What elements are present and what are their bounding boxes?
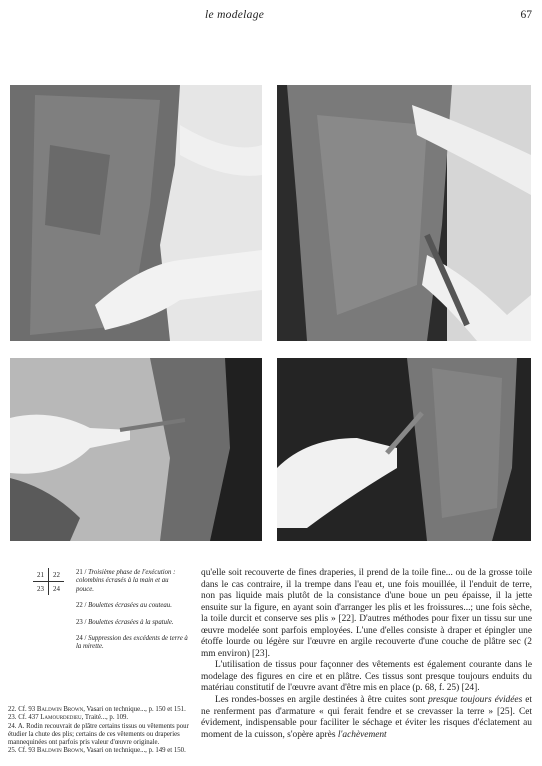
figure-24-photo — [277, 358, 531, 541]
footnotes — [8, 706, 194, 756]
figure-22-photo — [277, 85, 531, 341]
legend-cell-21: 21 — [33, 568, 49, 582]
figure-21-photo — [10, 85, 262, 341]
legend-cell-24: 24 — [53, 584, 60, 593]
figure-captions — [76, 569, 188, 660]
page-number: 67 — [520, 9, 532, 21]
body-paragraph-2: L'utilisation de tissus pour façonner des vêtements est également courante dans le modelage des figures en cire et en plâtre. Ces tissus sont presque toujours enduits du matériau constitutif de l'œuvre avant d'être mis en place (p. 68, f. 25) [24]. — [201, 660, 532, 694]
caption-24: 24 / Suppression des excédents de terre à la mirette. — [76, 635, 188, 651]
caption-23: 23 / Boulettes écrasées à la spatule. — [76, 618, 174, 626]
footnote-25: 25. Cf. 93 Baldwin Brown, Vasari on technique..., p. 149 et 150. — [8, 747, 186, 755]
caption-21: 21 / Troisième phase de l'exécution : colombins écrasés à la main et au pouce. — [76, 569, 176, 593]
footnote-24: 24. A. Rodin recouvrait de plâtre certains tissus ou vêtements pour étudier la chute des plis; certains de ces vêtements ou draperies mannequinées ont parfois pris valeur d'œuvre originale. — [8, 722, 189, 747]
legend-cell-23: 23 — [33, 582, 49, 596]
footnote-23: 23. Cf. 437 Lamourdedieu, Traité..., p. 109. — [8, 714, 129, 722]
figure-legend-grid — [33, 568, 64, 595]
footnote-22: 22. Cf. 93 Baldwin Brown, Vasari on technique..., p. 150 et 151. — [8, 706, 186, 713]
body-paragraph-1: qu'elle soit recouverte de fines draperies, il prend de la toile fine... ou de la grosse toile dans le cas contraire, il la trempe dans l'eau et, une fois mouillée, il l'enduit de terre, non pas liquide mais plutôt de la consistance d'une boue un peu épaisse, il la jette ensuite sur la figure, en ayant soin d'arranger les plis et les froissures...; une fois sèche, la toile durcit et conserve ses plis » [22]. D'autres méthodes pour fixer un tissu sur une œuvre modelée sont parfois employées. L'une d'elles consiste à draper et épingler une étoffe lourde ou légère sur l'œuvre en argile recouverte d'une couche de plâtre sec (2 mm environ) [23]. — [201, 568, 532, 659]
body-paragraph-3: Les rondes-bosses en argile destinées à être cuites sont presque toujours évidées et ne renferment pas d'armature « qui ferait fendre et se crevasser la terre » [25]. Cet évidement, indispensable pour faciliter le séchage et éviter les risques d'éclatement au moment de la cuisson, s'opère après l'achèvement — [201, 695, 532, 740]
figure-23-photo — [10, 358, 262, 541]
body-text — [201, 568, 532, 741]
running-head: le modelage — [205, 9, 265, 21]
caption-22: 22 / Boulettes écrasées au couteau. — [76, 602, 172, 610]
legend-cell-22: 22 — [49, 568, 65, 582]
